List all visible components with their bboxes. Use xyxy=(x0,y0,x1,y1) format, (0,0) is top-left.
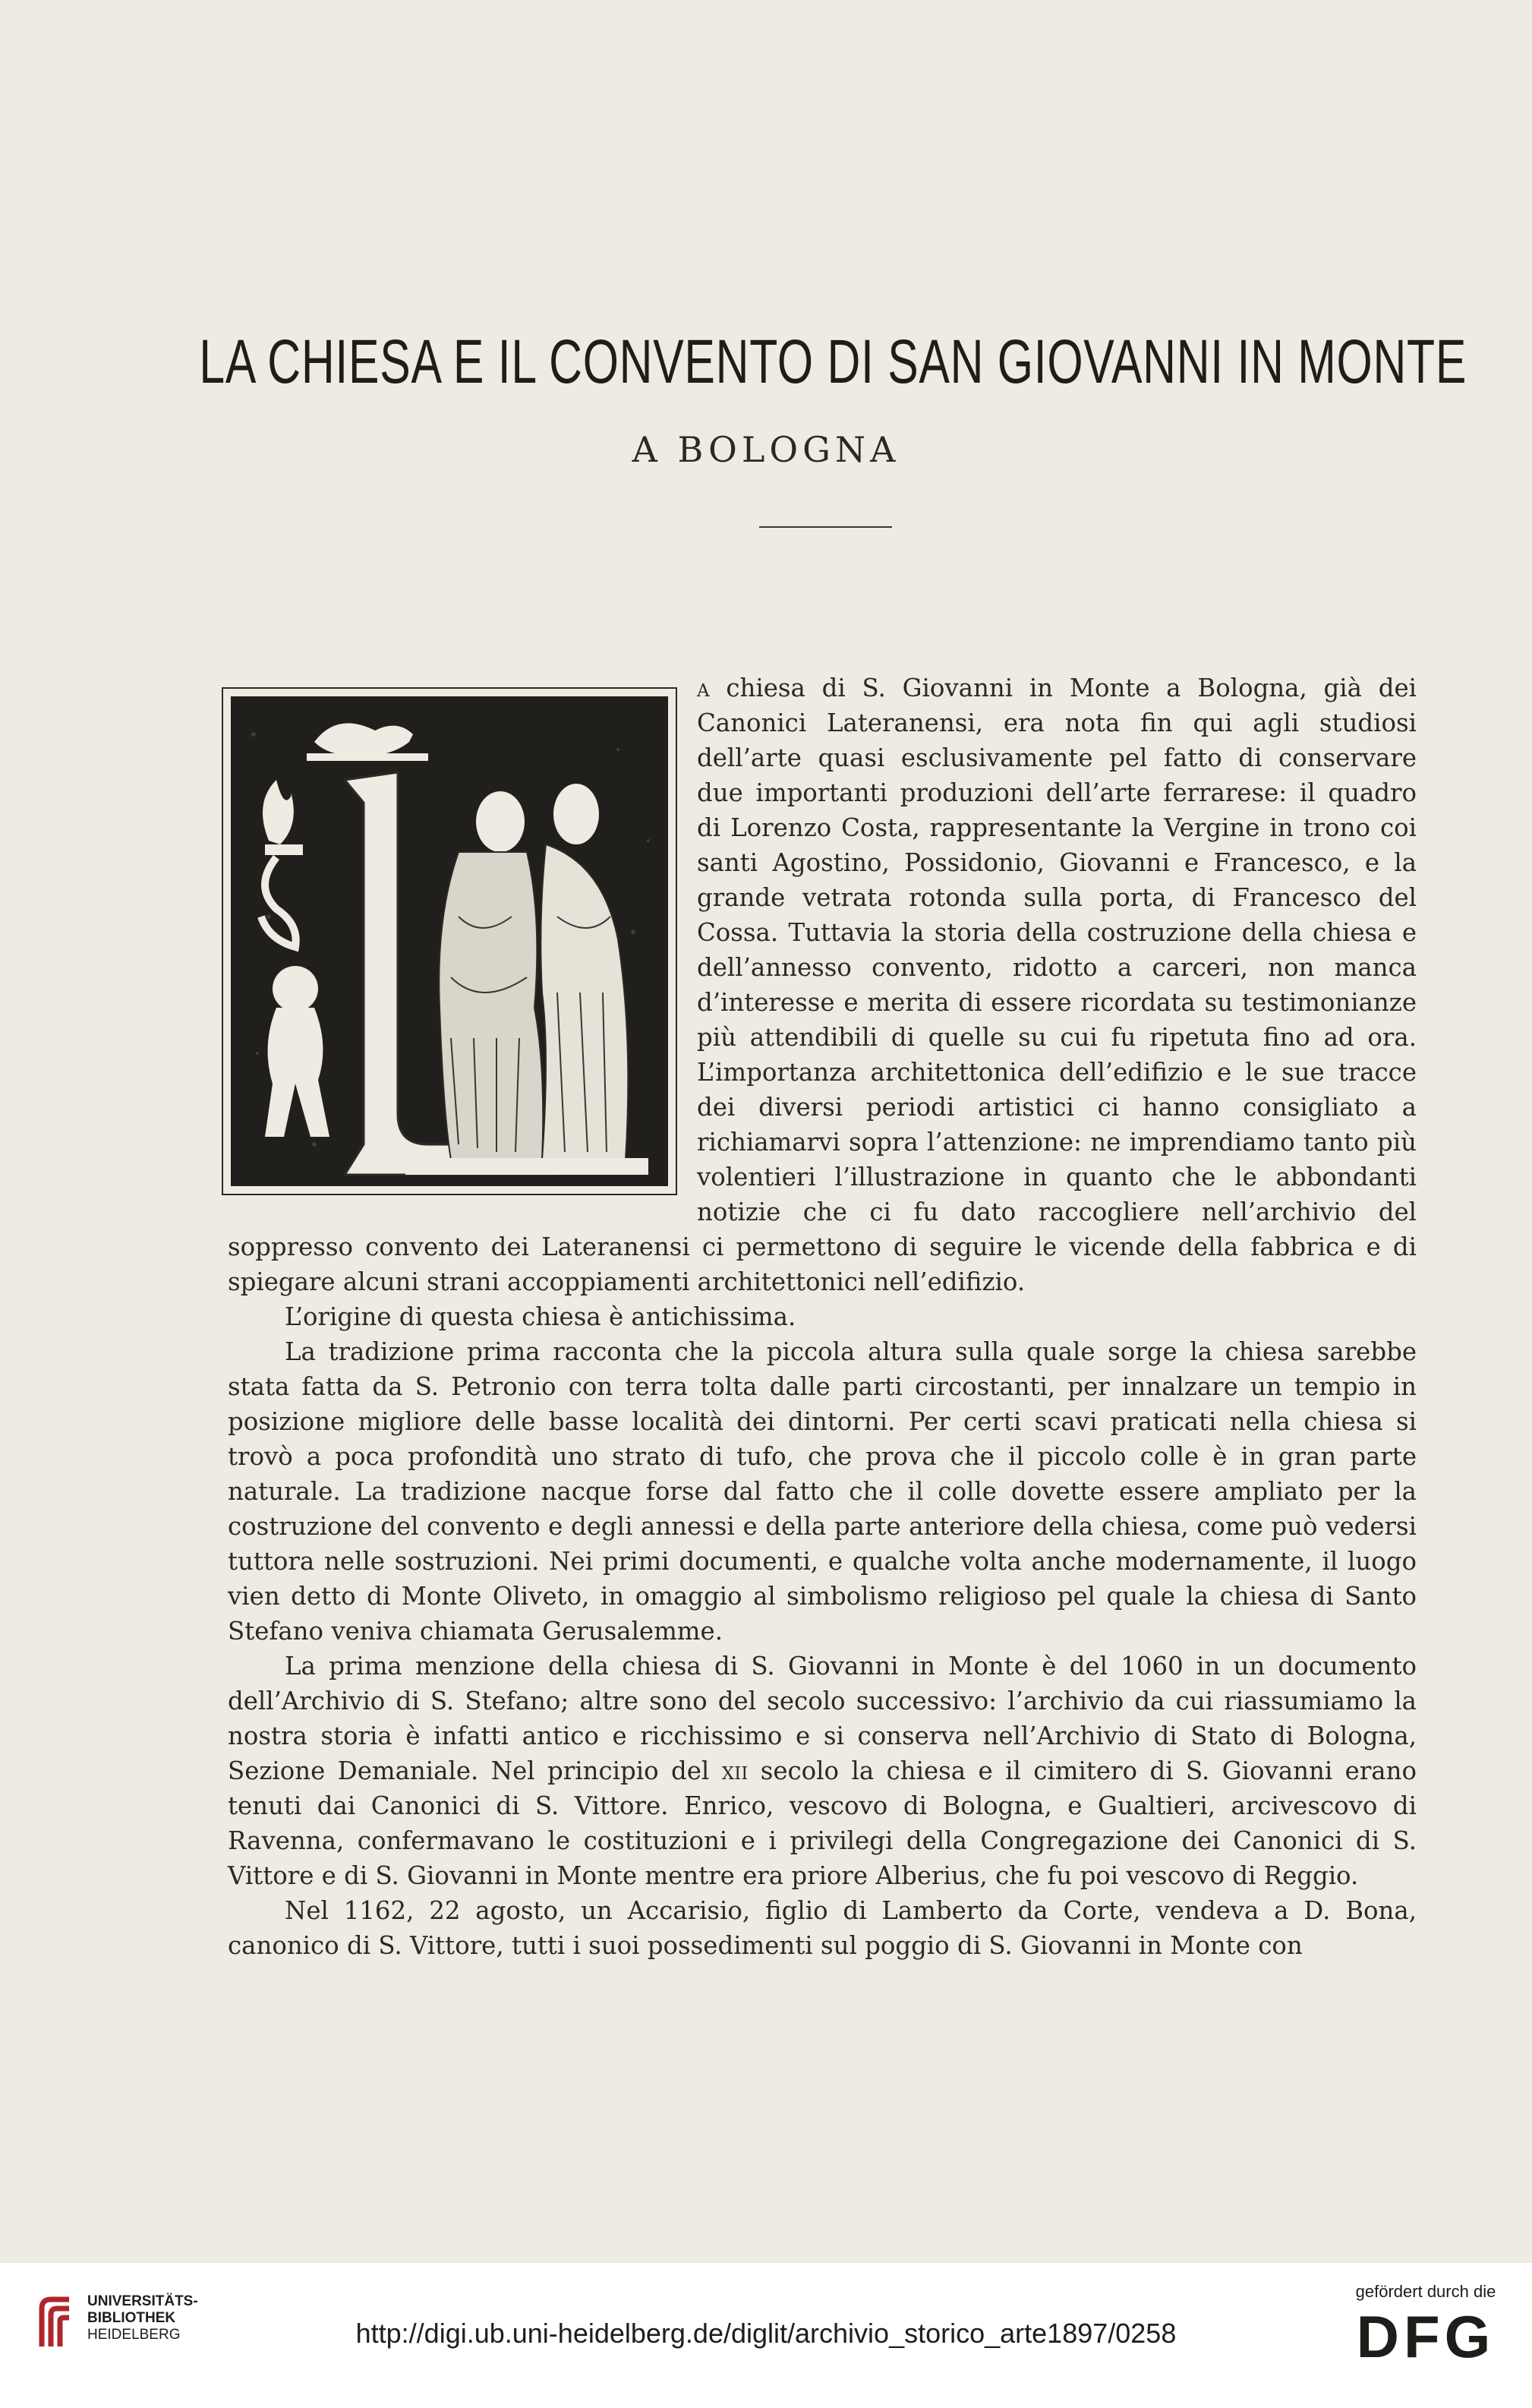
article-title: LA CHIESA E IL CONVENTO DI SAN GIOVANNI IN MONTE xyxy=(199,327,1467,396)
paragraph-4-text-a: La prima menzione della chiesa di S. Giovanni in Monte è del 1060 in un documento dell’Archivio di S. Stefano; altre sono del secolo successivo: l’archivio da cui riassumiamo la nostra storia è infatti antico e ricchissimo e si conserva nell’Archivio di Stato di Bologna, Sezione Demaniale. Nel principio del xyxy=(228,1652,1417,1785)
century-numeral: xii xyxy=(721,1756,749,1785)
paragraph-5: Nel 1162, 22 agosto, un Accarisio, figlio di Lamberto da Corte, vendeva a D. Bona, canonico di S. Vittore, tutti i suoi possedimenti sul poggio di S. Giovanni in Monte con xyxy=(228,1896,1417,1960)
dfg-logo[interactable]: DFG xyxy=(1356,2303,1496,2370)
library-name-line-1: UNIVERSITÄTS- xyxy=(87,2293,198,2309)
permalink-url[interactable]: http://digi.ub.uni-heidelberg.de/diglit/archivio_storico_arte1897/0258 xyxy=(355,2318,1177,2349)
paragraph-4-text-b: secolo la chiesa e il cimitero di S. Giovanni erano tenuti dai Canonici di S. Vittore. Enrico, vescovo di Bologna, e Gualtieri, arcivescovo di Ravenna, confermavano le costituzioni e i privilegi della Congregazione dei Canonici di S. Vittore e di S. Giovanni in Monte mentre era priore Alberius, che fu poi vescovo di Reggio. xyxy=(228,1756,1417,1890)
sponsor-note: gefördert durch die xyxy=(1355,2282,1496,2301)
library-name-line-3: HEIDELBERG xyxy=(87,2327,181,2343)
digitization-footer xyxy=(0,2263,1532,2408)
sponsor-block xyxy=(1342,2282,1509,2388)
paragraph-4 xyxy=(228,1649,1417,1893)
library-name-line-2: BIBLIOTHEK xyxy=(87,2310,176,2326)
initial-continuation: a xyxy=(697,674,710,702)
paragraph-1-text: chiesa di S. Giovanni in Monte a Bologna, già dei Canonici Lateranensi, era nota fin qui agli studiosi dell’arte quasi esclusivamente pel fatto di conservare due importanti produzioni dell’arte ferrarese: il quadro di Lorenzo Costa, rappresentante la Vergine in trono coi santi Agostino, Possidonio, Giovanni e Francesco, e la grande vetrata rotonda sulla porta, di Francesco del Cossa. Tuttavia la storia della costruzione della chiesa e dell’annesso convento, ridotto a carceri, non manca d’interesse e merita di essere ricordata su testimonianze più attendibili di quelle su cui fu ripetuta fino ad ora. L’importanza architettonica dell’edifizio e le sue tracce dei diversi periodi artistici ci hanno consigliato a richiamarvi sopra l’attenzione: ne imprendiamo tanto più volentieri l’illustrazione in quanto che le abbondanti notizie che ci fu dato raccogliere nell’archivio del soppresso convento dei Lateranensi ci permettono di seguire le vicende della fabbrica e di spiegare alcuni strani accoppiamenti architettonici nell’edifizio. xyxy=(228,674,1417,1296)
paragraph-1 xyxy=(228,671,1417,1299)
article-subtitle: A BOLOGNA xyxy=(632,429,900,470)
initial-space xyxy=(228,671,697,1207)
title-divider xyxy=(759,526,892,528)
paragraph-3: La tradizione prima racconta che la piccola altura sulla quale sorge la chiesa sarebbe stata fatta da S. Petronio con terra tolta dalle parti circostanti, per innalzare un tempio in posizione migliore delle basse località dei dintorni. Per certi scavi praticati nella chiesa si trovò a poca profondità uno strato di tufo, che prova che il piccolo colle è in gran parte naturale. La tradizione nacque forse dal fatto che il colle dovette essere ampliato per la costruzione del convento e degli annessi e della parte anteriore della chiesa, come può vedersi tuttora nelle sostruzioni. Nei primi documenti, e qualche volta anche modernamente, il luogo vien detto di Monte Oliveto, in omaggio al simbolismo religioso pel quale la chiesa di Santo Stefano veniva chiamata Gerusalemme. xyxy=(228,1337,1417,1646)
article-body xyxy=(228,671,1417,1963)
paragraph-2: L’origine di questa chiesa è antichissima. xyxy=(285,1302,796,1331)
